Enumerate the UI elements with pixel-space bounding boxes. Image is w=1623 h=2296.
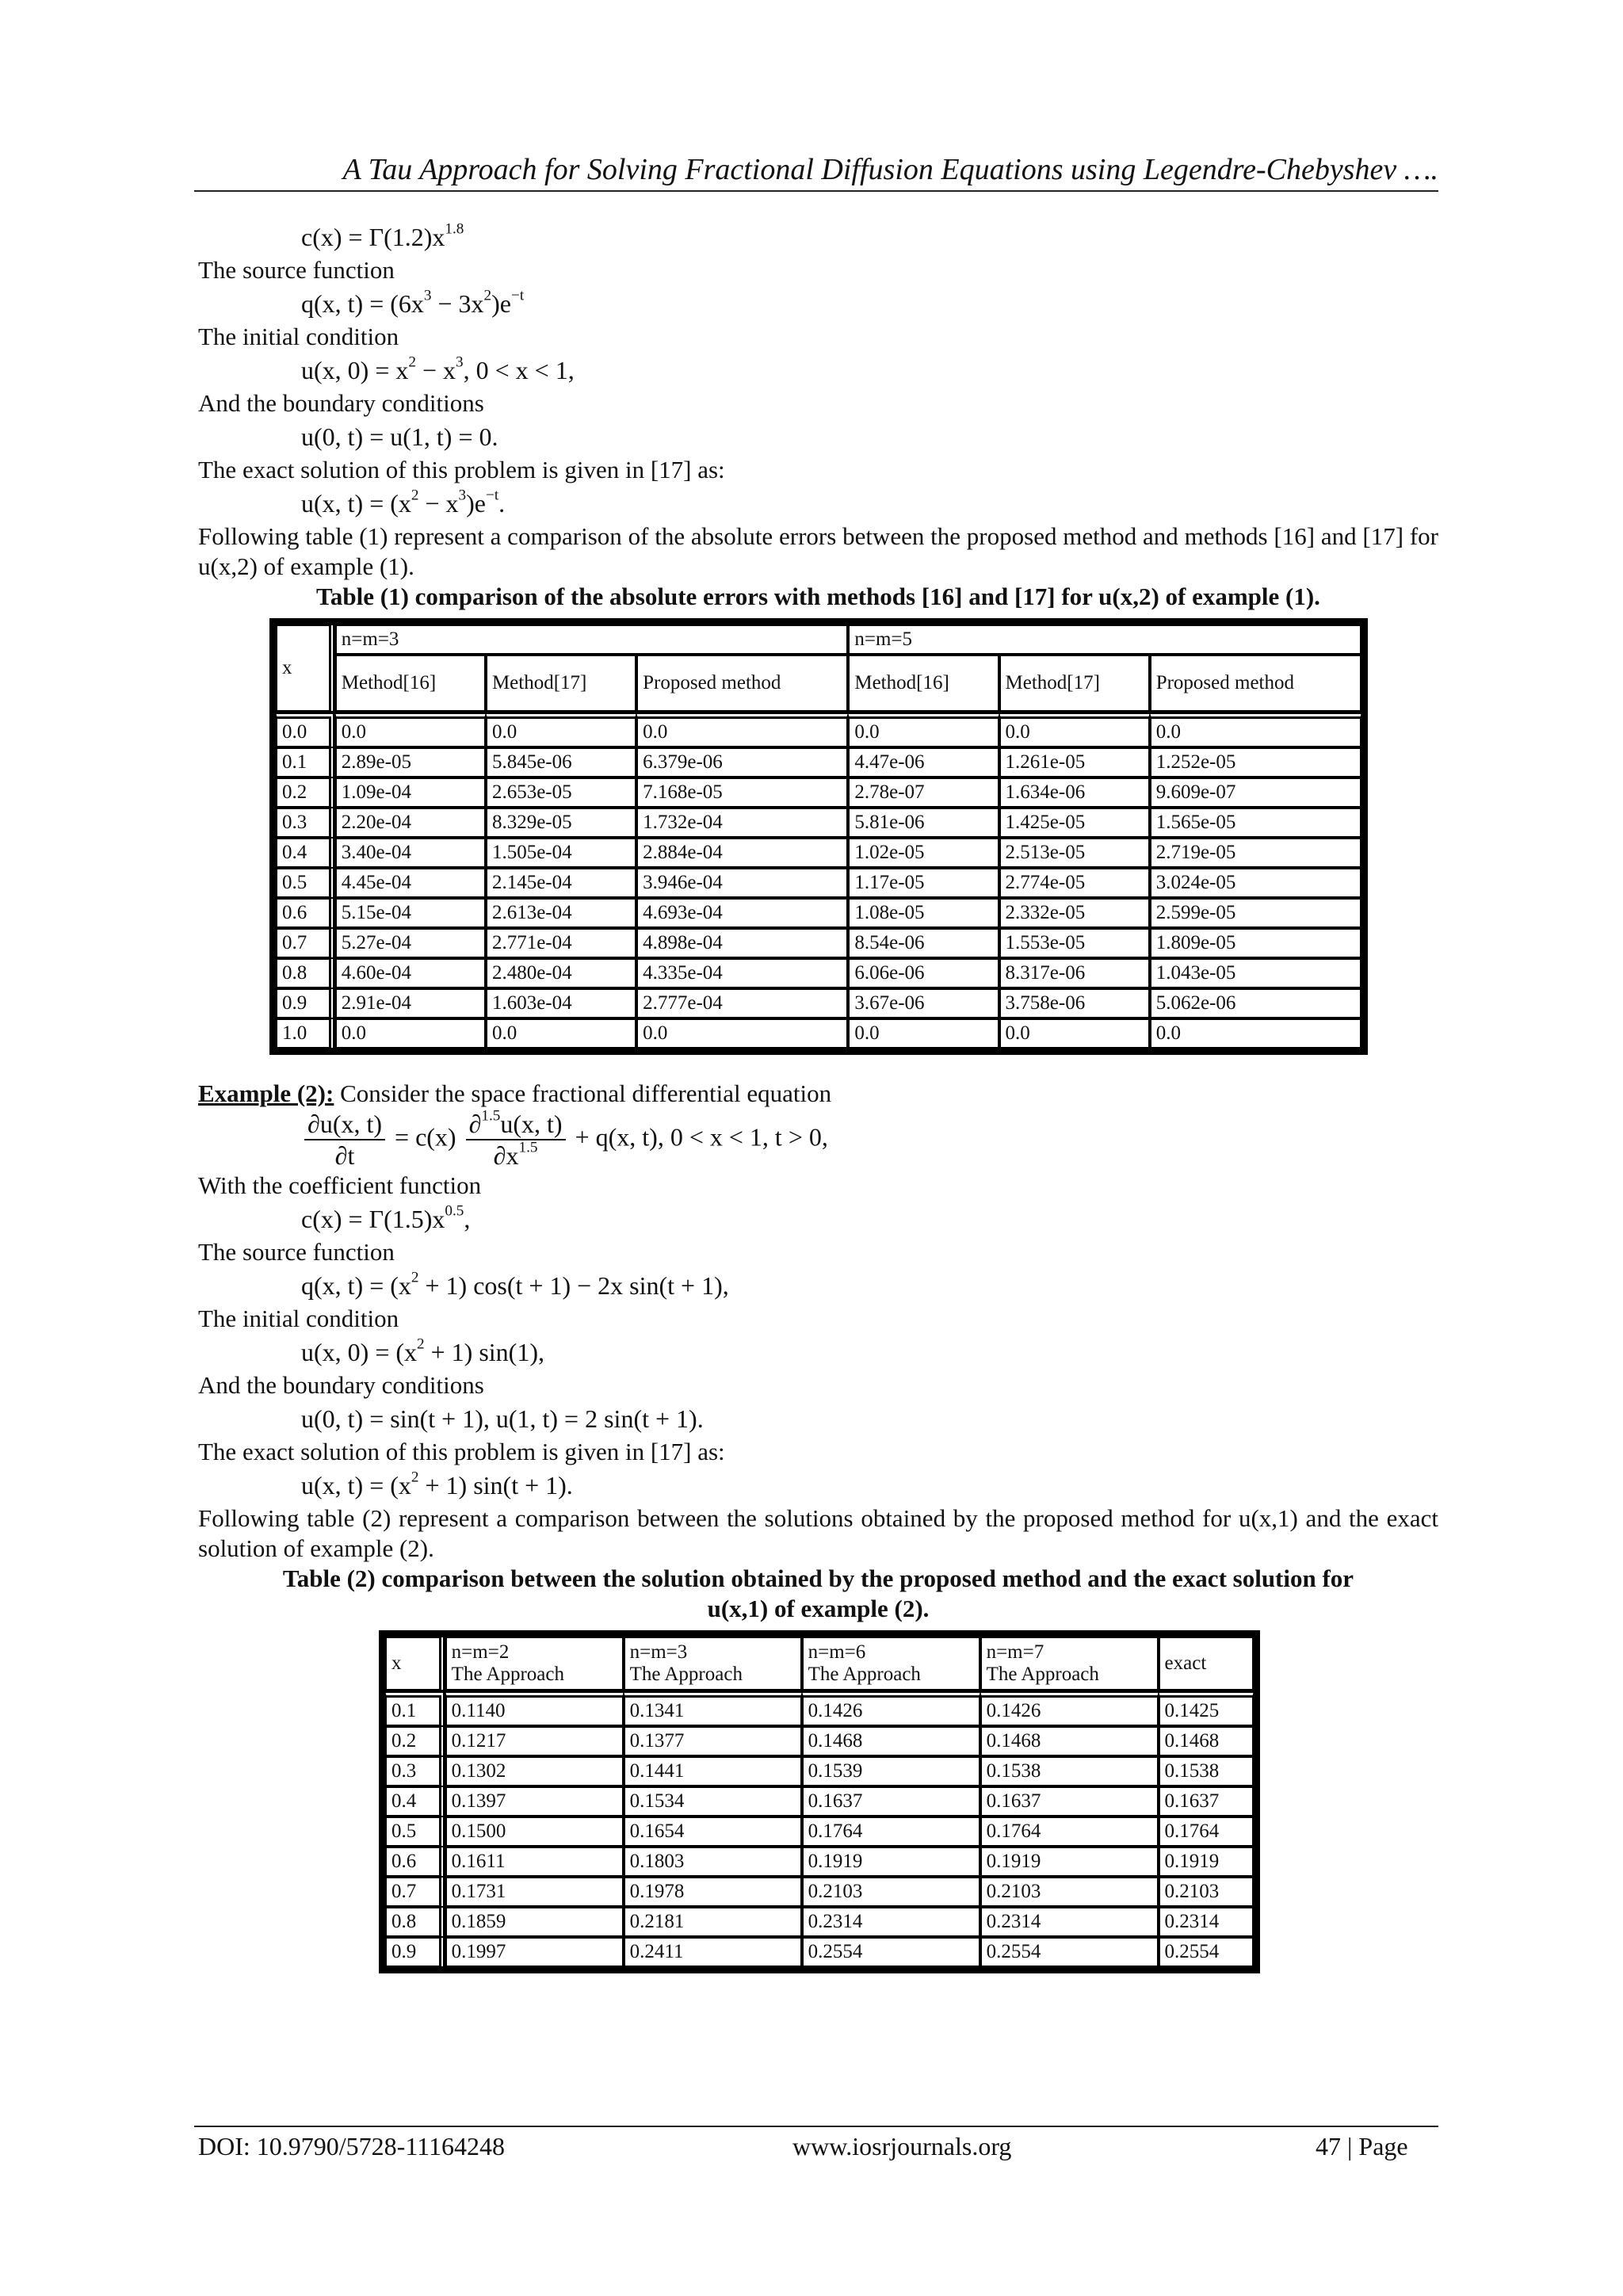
table1-x-cell: 0.9 bbox=[276, 988, 335, 1018]
table2-caption-line1: Table (2) comparison between the solution obtained by the proposed method and the exact solution for bbox=[282, 1564, 1354, 1592]
table2-x-cell: 0.9 bbox=[385, 1937, 445, 1967]
source-equation-ex1: q(x, $t) = (6x^3 - 3x^2)e^{-t}$ bbox=[301, 287, 525, 318]
table1-cell: 1.17e-05 bbox=[848, 868, 999, 898]
table-row bbox=[276, 1018, 1361, 1049]
table1-cell: 0.0 bbox=[848, 712, 999, 747]
table2-cell: 0.1534 bbox=[624, 1786, 802, 1817]
table2-cell: 0.1468 bbox=[802, 1726, 980, 1756]
table-row bbox=[385, 1756, 1254, 1786]
header-rule bbox=[194, 190, 1438, 192]
footer-doi: DOI: 10.9790/5728-11164248 bbox=[198, 2132, 505, 2160]
table1-cell: 5.845e-06 bbox=[486, 747, 636, 777]
exact-equation-ex1: u(x, $t) = (x^2 - x^3)e^{-t}$. bbox=[301, 487, 506, 518]
table1-cell: 2.774e-05 bbox=[999, 868, 1150, 898]
table1-cell: 0.0 bbox=[335, 712, 486, 747]
table2-cell: 0.1397 bbox=[445, 1786, 624, 1817]
table2-column-header: n=m=3 The Approach bbox=[624, 1637, 802, 1690]
table2-cell: 0.1217 bbox=[445, 1726, 624, 1756]
page-content bbox=[198, 219, 1438, 1973]
table1-cell: 4.693e-04 bbox=[636, 898, 848, 928]
table1-cell: 1.565e-05 bbox=[1150, 808, 1361, 838]
table1-caption: Table (1) comparison of the absolute errors with methods [16] and [17] for u(x,2) of example (1). bbox=[316, 583, 1320, 610]
table1-cell: 2.332e-05 bbox=[999, 898, 1150, 928]
table1-column-header: Method[17] bbox=[999, 655, 1150, 712]
table1-cell: 0.0 bbox=[335, 1018, 486, 1049]
table-row bbox=[276, 928, 1361, 958]
table-row bbox=[385, 1726, 1254, 1756]
table2-cell: 0.1468 bbox=[980, 1726, 1159, 1756]
table2-cell: 0.1538 bbox=[980, 1756, 1159, 1786]
source-label-ex1: The source function bbox=[198, 256, 395, 284]
table1-cell: 8.317e-06 bbox=[999, 958, 1150, 988]
table1 bbox=[269, 618, 1368, 1055]
table1-cell: 5.27e-04 bbox=[335, 928, 486, 958]
paragraph-table1-intro: Following table (1) represent a comparison of the absolute errors between the proposed method and methods [16] and [17] for u(x,2) of example (1). bbox=[198, 522, 1438, 580]
table2-cell: 0.1859 bbox=[445, 1907, 624, 1937]
table2-cell: 0.1731 bbox=[445, 1877, 624, 1907]
table2-x-cell: 0.4 bbox=[385, 1786, 445, 1817]
coef-label-ex2: With the coefficient function bbox=[198, 1171, 482, 1199]
table2-cell: 0.2314 bbox=[1159, 1907, 1254, 1937]
source-label-ex2: The source function bbox=[198, 1238, 395, 1266]
table2-cell: 0.1803 bbox=[624, 1847, 802, 1877]
table1-cell: 2.884e-04 bbox=[636, 838, 848, 868]
table1-cell: 2.719e-05 bbox=[1150, 838, 1361, 868]
table1-cell: 0.0 bbox=[636, 1018, 848, 1049]
table1-cell: 3.40e-04 bbox=[335, 838, 486, 868]
exact-label-ex1: The exact solution of this problem is given in [17] as: bbox=[198, 456, 725, 483]
table2-cell: 0.1539 bbox=[802, 1756, 980, 1786]
table-row bbox=[276, 958, 1361, 988]
table1-cell: 1.02e-05 bbox=[848, 838, 999, 868]
table1-cell: 4.898e-04 bbox=[636, 928, 848, 958]
table2-column-header: n=m=7 The Approach bbox=[980, 1637, 1159, 1690]
table2-cell: 0.1919 bbox=[1159, 1847, 1254, 1877]
initial-equation-ex1: u(x, $0) = x^2 - x^3$, 0 < x < 1, bbox=[301, 353, 575, 384]
table1-cell: 2.91e-04 bbox=[335, 988, 486, 1018]
table2-cell: 0.1426 bbox=[802, 1690, 980, 1726]
table1-cell: 8.54e-06 bbox=[848, 928, 999, 958]
table-row bbox=[385, 1847, 1254, 1877]
table-row bbox=[385, 1907, 1254, 1937]
table-row bbox=[385, 1937, 1254, 1967]
table2-caption-line2: u(x,1) of example (2). bbox=[707, 1595, 930, 1622]
table1-cell: 3.024e-05 bbox=[1150, 868, 1361, 898]
table-row bbox=[385, 1690, 1254, 1726]
table1-column-header: Proposed method bbox=[1150, 655, 1361, 712]
table1-cell: 2.613e-04 bbox=[486, 898, 636, 928]
table1-cell: 2.20e-04 bbox=[335, 808, 486, 838]
table2-cell: 0.1637 bbox=[802, 1786, 980, 1817]
table2-cell: 0.1611 bbox=[445, 1847, 624, 1877]
table1-cell: 2.145e-04 bbox=[486, 868, 636, 898]
table1-column-header: Proposed method bbox=[636, 655, 848, 712]
table2-cell: 0.1377 bbox=[624, 1726, 802, 1756]
table2-x-header: x bbox=[385, 1637, 445, 1690]
table1-cell: 0.0 bbox=[486, 1018, 636, 1049]
table2-x-cell: 0.1 bbox=[385, 1690, 445, 1726]
table2-x-cell: 0.2 bbox=[385, 1726, 445, 1756]
table1-cell: 0.0 bbox=[1150, 712, 1361, 747]
boundary-equation-ex1: u(0, t) = u(1, t) = 0. bbox=[301, 422, 498, 451]
table1-cell: 7.168e-05 bbox=[636, 777, 848, 808]
initial-equation-ex2: u(x, $0) = (x^2 + 1)$ sin(1), bbox=[301, 1335, 544, 1366]
table1-cell: 0.0 bbox=[1150, 1018, 1361, 1049]
table2-cell: 0.2314 bbox=[980, 1907, 1159, 1937]
table1-x-cell: 1.0 bbox=[276, 1018, 335, 1049]
table1-column-header: Method[16] bbox=[848, 655, 999, 712]
table1-cell: 4.60e-04 bbox=[335, 958, 486, 988]
table1-cell: 3.946e-04 bbox=[636, 868, 848, 898]
footer-site: www.iosrjournals.org bbox=[792, 2132, 1012, 2160]
table-row bbox=[385, 1877, 1254, 1907]
table1-cell: 4.45e-04 bbox=[335, 868, 486, 898]
table-row bbox=[276, 988, 1361, 1018]
table2-cell: 0.1140 bbox=[445, 1690, 624, 1726]
coefficient-equation-ex2: $c(x) = \Gamma(1.5)x^{0.5}$, bbox=[301, 1202, 471, 1233]
exact-label-ex2: The exact solution of this problem is given in [17] as: bbox=[198, 1438, 725, 1465]
table2-cell: 0.1997 bbox=[445, 1937, 624, 1967]
table2-column-header: n=m=6 The Approach bbox=[802, 1637, 980, 1690]
table1-cell: 3.67e-06 bbox=[848, 988, 999, 1018]
table1-cell: 9.609e-07 bbox=[1150, 777, 1361, 808]
table2-x-cell: 0.6 bbox=[385, 1847, 445, 1877]
table1-group-header: n=m=5 bbox=[848, 625, 1361, 655]
table1-cell: 1.732e-04 bbox=[636, 808, 848, 838]
table2-cell: 0.1441 bbox=[624, 1756, 802, 1786]
table1-cell: 4.47e-06 bbox=[848, 747, 999, 777]
boundary-label-ex2: And the boundary conditions bbox=[198, 1371, 484, 1399]
exact-equation-ex2: u(x, $t) = (x^2 + 1) \sin(t + 1)$. bbox=[301, 1469, 573, 1499]
table1-cell: 2.777e-04 bbox=[636, 988, 848, 1018]
table1-cell: 1.505e-04 bbox=[486, 838, 636, 868]
table2-cell: 0.2181 bbox=[624, 1907, 802, 1937]
table-row bbox=[276, 777, 1361, 808]
table2-cell: 0.2554 bbox=[980, 1937, 1159, 1967]
table1-cell: 5.062e-06 bbox=[1150, 988, 1361, 1018]
coefficient-equation-ex1: $c(x) = \Gamma(1.2)x^{1.8}$ bbox=[301, 220, 464, 251]
table2-cell: 0.1341 bbox=[624, 1690, 802, 1726]
pde-equation-ex2: $\frac{\partial u(x, t)}{\partial t}$ = c(x) $\frac{\partial^{1.5}u(x, t)}{\partial x^{1.5}}$ + q(x, t), 0 < x < 1, t > 0, bbox=[198, 1109, 1438, 1171]
table1-x-cell: 0.4 bbox=[276, 838, 335, 868]
table1-cell: 1.553e-05 bbox=[999, 928, 1150, 958]
table1-cell: 2.78e-07 bbox=[848, 777, 999, 808]
table1-cell: 6.06e-06 bbox=[848, 958, 999, 988]
table1-x-cell: 0.0 bbox=[276, 712, 335, 747]
table2-cell: 0.2554 bbox=[1159, 1937, 1254, 1967]
table2-cell: 0.1764 bbox=[802, 1817, 980, 1847]
table1-cell: 2.771e-04 bbox=[486, 928, 636, 958]
table1-cell: 8.329e-05 bbox=[486, 808, 636, 838]
table2-cell: 0.1468 bbox=[1159, 1726, 1254, 1756]
table1-column-header: Method[16] bbox=[335, 655, 486, 712]
table2-cell: 0.2554 bbox=[802, 1937, 980, 1967]
table1-x-cell: 0.5 bbox=[276, 868, 335, 898]
table2-exact-header: exact bbox=[1159, 1637, 1254, 1690]
table1-cell: 5.15e-04 bbox=[335, 898, 486, 928]
table1-group-header: n=m=3 bbox=[335, 625, 849, 655]
table1-x-cell: 0.2 bbox=[276, 777, 335, 808]
table2-cell: 0.1654 bbox=[624, 1817, 802, 1847]
footer-page: 47 | Page bbox=[1316, 2132, 1408, 2160]
table1-cell: 0.0 bbox=[999, 712, 1150, 747]
table2 bbox=[379, 1630, 1260, 1973]
table1-cell: 5.81e-06 bbox=[848, 808, 999, 838]
table1-x-cell: 0.1 bbox=[276, 747, 335, 777]
running-header: A Tau Approach for Solving Fractional Diffusion Equations using Legendre-Chebyshev …. bbox=[342, 153, 1438, 186]
table2-cell: 0.1302 bbox=[445, 1756, 624, 1786]
table1-cell: 1.252e-05 bbox=[1150, 747, 1361, 777]
table1-cell: 0.0 bbox=[999, 1018, 1150, 1049]
table1-cell: 1.425e-05 bbox=[999, 808, 1150, 838]
initial-label-ex1: The initial condition bbox=[198, 323, 399, 350]
table1-cell: 1.09e-04 bbox=[335, 777, 486, 808]
table2-x-cell: 0.7 bbox=[385, 1877, 445, 1907]
table1-cell: 2.513e-05 bbox=[999, 838, 1150, 868]
footer-rule bbox=[194, 2126, 1438, 2127]
table2-cell: 0.2314 bbox=[802, 1907, 980, 1937]
table1-x-header: x bbox=[276, 625, 335, 712]
example2-intro: Example (2): Consider the space fractional differential equation bbox=[198, 1079, 832, 1107]
table2-cell: 0.1919 bbox=[802, 1847, 980, 1877]
table2-cell: 0.1637 bbox=[980, 1786, 1159, 1817]
table-row bbox=[276, 712, 1361, 747]
table2-cell: 0.2103 bbox=[980, 1877, 1159, 1907]
table1-cell: 1.261e-05 bbox=[999, 747, 1150, 777]
table1-cell: 1.634e-06 bbox=[999, 777, 1150, 808]
table1-cell: 1.809e-05 bbox=[1150, 928, 1361, 958]
boundary-label-ex1: And the boundary conditions bbox=[198, 389, 484, 417]
table-row bbox=[385, 1786, 1254, 1817]
table-row bbox=[276, 898, 1361, 928]
source-equation-ex2: q(x, $t) = (x^2 + 1) \cos(t + 1) - 2x$ sin(t + 1), bbox=[301, 1269, 729, 1300]
paragraph-table2-intro: Following table (2) represent a comparison between the solutions obtained by the proposed method for u(x,1) and the exact solution of example (2). bbox=[198, 1504, 1438, 1562]
table1-cell: 0.0 bbox=[486, 712, 636, 747]
initial-label-ex2: The initial condition bbox=[198, 1305, 399, 1332]
table2-cell: 0.1426 bbox=[980, 1690, 1159, 1726]
table1-cell: 0.0 bbox=[636, 712, 848, 747]
table2-x-cell: 0.5 bbox=[385, 1817, 445, 1847]
table1-cell: 2.599e-05 bbox=[1150, 898, 1361, 928]
table-row bbox=[276, 747, 1361, 777]
table2-cell: 0.1500 bbox=[445, 1817, 624, 1847]
table2-cell: 0.1538 bbox=[1159, 1756, 1254, 1786]
table2-cell: 0.2103 bbox=[802, 1877, 980, 1907]
table2-cell: 0.2411 bbox=[624, 1937, 802, 1967]
table-row bbox=[276, 838, 1361, 868]
table1-cell: 4.335e-04 bbox=[636, 958, 848, 988]
table2-cell: 0.1425 bbox=[1159, 1690, 1254, 1726]
table1-x-cell: 0.6 bbox=[276, 898, 335, 928]
table1-cell: 1.043e-05 bbox=[1150, 958, 1361, 988]
table2-x-cell: 0.8 bbox=[385, 1907, 445, 1937]
table2-cell: 0.1764 bbox=[1159, 1817, 1254, 1847]
table1-x-cell: 0.8 bbox=[276, 958, 335, 988]
table1-cell: 3.758e-06 bbox=[999, 988, 1150, 1018]
table-row bbox=[276, 808, 1361, 838]
table2-cell: 0.1637 bbox=[1159, 1786, 1254, 1817]
table1-x-cell: 0.3 bbox=[276, 808, 335, 838]
table1-cell: 1.603e-04 bbox=[486, 988, 636, 1018]
table1-cell: 0.0 bbox=[848, 1018, 999, 1049]
table2-cell: 0.2103 bbox=[1159, 1877, 1254, 1907]
table1-cell: 2.480e-04 bbox=[486, 958, 636, 988]
boundary-equation-ex2: u(0, t) = sin(t + 1), u(1, t) = 2 sin(t + 1). bbox=[301, 1404, 704, 1433]
table2-x-cell: 0.3 bbox=[385, 1756, 445, 1786]
table1-cell: 2.89e-05 bbox=[335, 747, 486, 777]
table2-cell: 0.1919 bbox=[980, 1847, 1159, 1877]
example2-heading: Example (2): bbox=[198, 1079, 334, 1107]
table2-cell: 0.1764 bbox=[980, 1817, 1159, 1847]
table-row bbox=[385, 1817, 1254, 1847]
table2-column-header: n=m=2 The Approach bbox=[445, 1637, 624, 1690]
table-row bbox=[276, 868, 1361, 898]
table1-cell: 1.08e-05 bbox=[848, 898, 999, 928]
table1-column-header: Method[17] bbox=[486, 655, 636, 712]
table1-cell: 6.379e-06 bbox=[636, 747, 848, 777]
table2-cell: 0.1978 bbox=[624, 1877, 802, 1907]
table1-cell: 2.653e-05 bbox=[486, 777, 636, 808]
table1-x-cell: 0.7 bbox=[276, 928, 335, 958]
